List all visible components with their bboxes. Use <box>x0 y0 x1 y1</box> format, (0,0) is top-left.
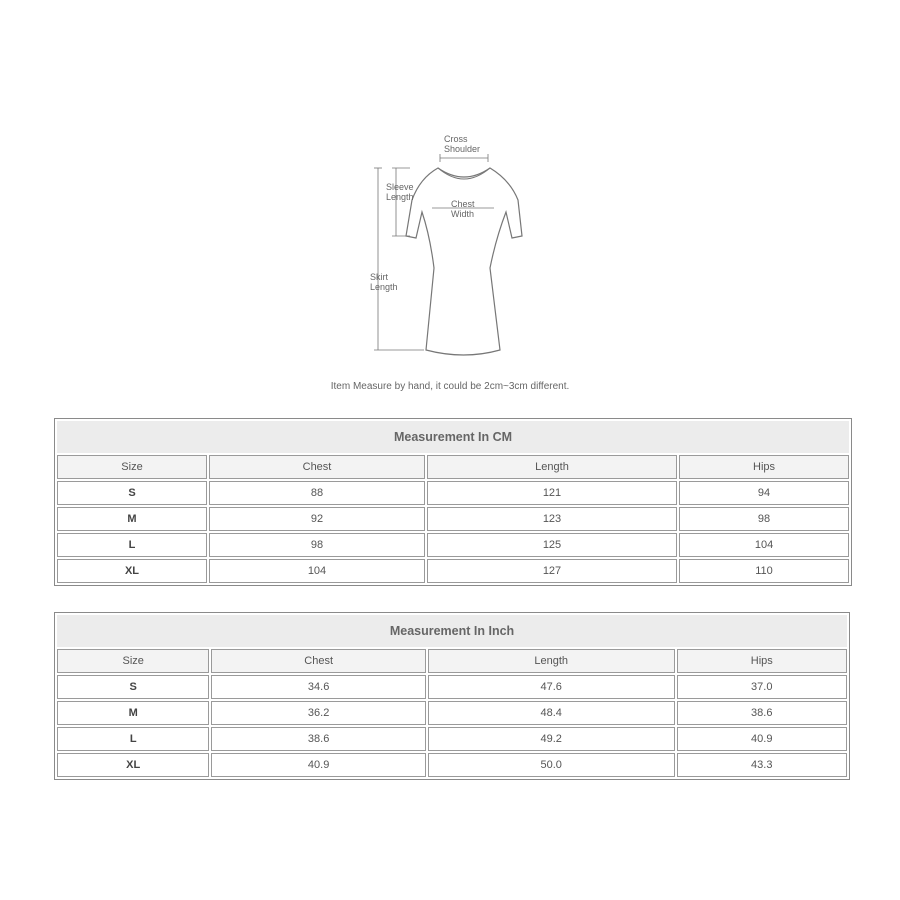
column-header: Hips <box>679 455 849 479</box>
size-cell: XL <box>57 753 209 777</box>
table-cell: 38.6 <box>211 727 426 751</box>
measurement-table-inch <box>54 612 850 780</box>
table-cell: 127 <box>427 559 677 583</box>
cross-shoulder-label-2: Shoulder <box>444 144 481 154</box>
table-cell: 48.4 <box>428 701 675 725</box>
table-row <box>57 507 849 531</box>
table-title: Measurement In CM <box>57 421 849 453</box>
table-cell: 34.6 <box>211 675 426 699</box>
dress-measurement-diagram <box>360 128 530 368</box>
table-row <box>57 753 847 777</box>
table-cell: 123 <box>427 507 677 531</box>
column-header: Chest <box>211 649 426 673</box>
table-cell: 104 <box>679 533 849 557</box>
table-cell: 47.6 <box>428 675 675 699</box>
size-cell: S <box>57 481 207 505</box>
chest-width-label-2: Width <box>451 209 475 219</box>
table-cell: 50.0 <box>428 753 675 777</box>
table-cell: 40.9 <box>211 753 426 777</box>
table-cell: 110 <box>679 559 849 583</box>
table-row <box>57 559 849 583</box>
table-cell: 43.3 <box>677 753 847 777</box>
table-cell: 40.9 <box>677 727 847 751</box>
table-cell: 125 <box>427 533 677 557</box>
table-cell: 104 <box>209 559 425 583</box>
size-cell: L <box>57 533 207 557</box>
table-title: Measurement In Inch <box>57 615 847 647</box>
size-cell: S <box>57 675 209 699</box>
skirt-length-label: Skirt <box>370 272 388 282</box>
table-cell: 49.2 <box>428 727 675 751</box>
table-cell: 94 <box>679 481 849 505</box>
table-cell: 38.6 <box>677 701 847 725</box>
column-header: Size <box>57 649 209 673</box>
table-header-row <box>57 455 849 479</box>
measurement-table-cm <box>54 418 852 586</box>
chest-width-label: Chest <box>451 199 475 209</box>
column-header: Chest <box>209 455 425 479</box>
size-cell: XL <box>57 559 207 583</box>
column-header: Size <box>57 455 207 479</box>
table-cell: 36.2 <box>211 701 426 725</box>
size-cell: L <box>57 727 209 751</box>
column-header: Length <box>427 455 677 479</box>
table-row <box>57 481 849 505</box>
table-cell: 98 <box>209 533 425 557</box>
table-cell: 88 <box>209 481 425 505</box>
dress-outline-icon <box>360 128 530 368</box>
skirt-length-label-2: Length <box>370 282 398 292</box>
size-cell: M <box>57 507 207 531</box>
table-row <box>57 701 847 725</box>
measurement-note: Item Measure by hand, it could be 2cm~3cm different. <box>330 381 570 392</box>
table-row <box>57 727 847 751</box>
table-cell: 92 <box>209 507 425 531</box>
cross-shoulder-label: Cross <box>444 134 468 144</box>
sleeve-length-label: Sleeve <box>386 182 414 192</box>
table-cell: 121 <box>427 481 677 505</box>
column-header: Length <box>428 649 675 673</box>
table-cell: 37.0 <box>677 675 847 699</box>
table-row <box>57 675 847 699</box>
sleeve-length-label-2: Length <box>386 192 414 202</box>
size-cell: M <box>57 701 209 725</box>
column-header: Hips <box>677 649 847 673</box>
table-row <box>57 533 849 557</box>
table-header-row <box>57 649 847 673</box>
table-cell: 98 <box>679 507 849 531</box>
